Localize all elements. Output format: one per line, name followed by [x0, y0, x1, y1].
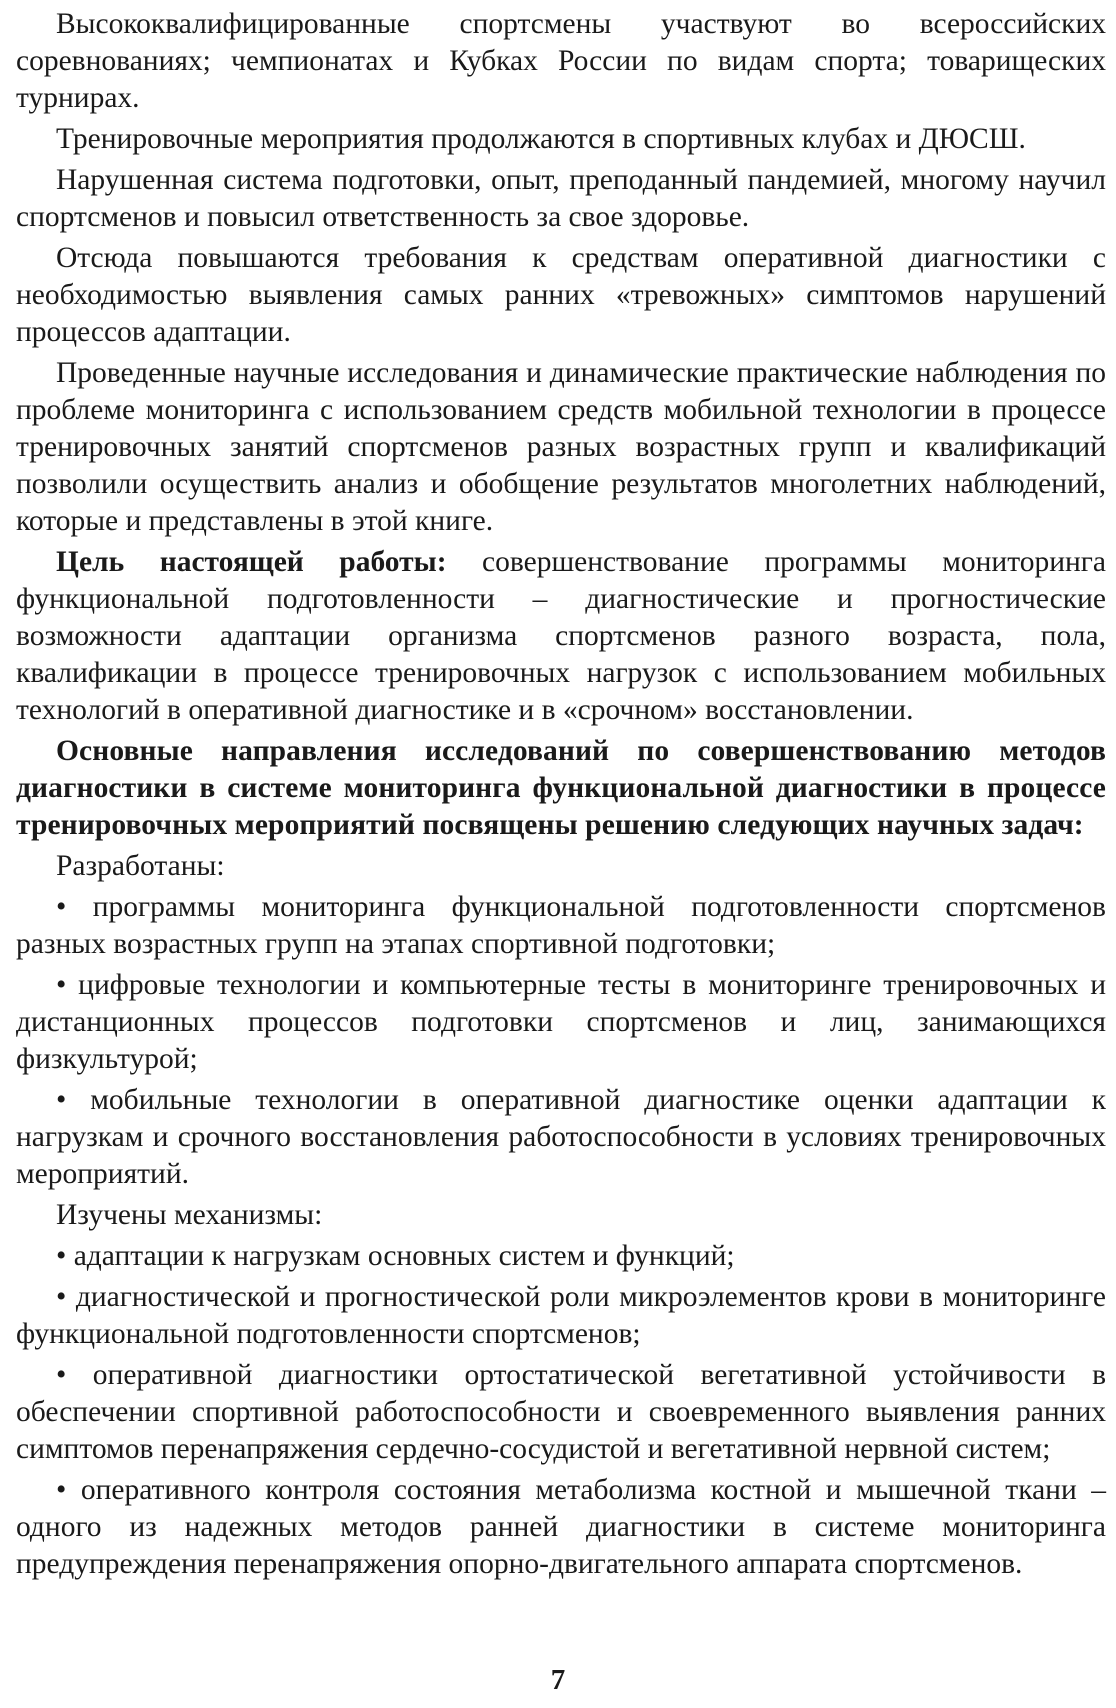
list-item: • оперативного контроля состояния метаболизма костной и мышечной ткани – одного из надежных методов ранней диагностики в системе мониторинга предупреждения перенапряжения опорно-двигательного аппарата спортсменов. [16, 1474, 1106, 1580]
paragraph-goal [16, 544, 1106, 729]
page-number: 7 [550, 1664, 566, 1696]
list-item: • диагностической и прогностической роли микроэлементов крови в мониторинге функциональной подготовленности спортсменов; [16, 1281, 1106, 1350]
list-item: • программы мониторинга функциональной подготовленности спортсменов разных возрастных групп на этапах спортивной подготовки; [16, 891, 1106, 960]
page-body [16, 6, 1106, 1587]
list-item: • цифровые технологии и компьютерные тесты в мониторинге тренировочных и дистанционных процессов подготовки спортсменов и лиц, занимающихся физкультурой; [16, 969, 1106, 1075]
list-item: • оперативной диагностики ортостатической вегетативной устойчивости в обеспечении спортивной работоспособности и своевременного выявления ранних симптомов перенапряжения сердечно-сосудистой и вегетативной нервной систем; [16, 1359, 1106, 1465]
list-item: • адаптации к нагрузкам основных систем и функций; [56, 1240, 735, 1272]
paragraph-1: Высококвалифицированные спортсмены участвуют во всероссийских соревнованиях; чемпионатах и Кубках России по видам спорта; товарищеских турнирах. [16, 8, 1106, 114]
paragraph-2: Тренировочные мероприятия продолжаются в спортивных клубах и ДЮСШ. [56, 123, 1026, 155]
paragraph-developed: Разработаны: [56, 850, 225, 882]
paragraph-4: Отсюда повышаются требования к средствам оперативной диагностики с необходимостью выявления самых ранних «тревожных» симптомов нарушений процессов адаптации. [16, 242, 1106, 348]
paragraph-directions: Основные направления исследований по совершенствованию методов диагностики в системе мониторинга функциональной диагностики в процессе тренировочных мероприятий посвящены решению следующих научных задач: [16, 735, 1106, 841]
paragraph-3: Нарушенная система подготовки, опыт, преподанный пандемией, многому научил спортсменов и повысил ответственность за свое здоровье. [16, 164, 1106, 233]
goal-lead: Цель настоящей работы: [56, 546, 447, 578]
list-item: • мобильные технологии в оперативной диагностике оценки адаптации к нагрузкам и срочного восстановления работоспособности в условиях тренировочных мероприятий. [16, 1084, 1106, 1190]
goal-text: совершенствование программы мониторинга функциональной подготовленности – диагностические и прогностические возможности адаптации организма спортсменов разного возраста, пола, квалификации в процессе тренировочных нагрузок с использованием мобильных технологий в оперативной диагностике и в «срочном» восстановлении. [16, 546, 1106, 726]
paragraph-5: Проведенные научные исследования и динамические практические наблюдения по проблеме мониторинга с использованием средств мобильной технологии в процессе тренировочных занятий спортсменов разных возрастных групп и квалификаций позволили осуществить анализ и обобщение результатов многолетних наблюдений, которые и представлены в этой книге. [16, 357, 1106, 537]
paragraph-mechanisms: Изучены механизмы: [56, 1199, 323, 1231]
